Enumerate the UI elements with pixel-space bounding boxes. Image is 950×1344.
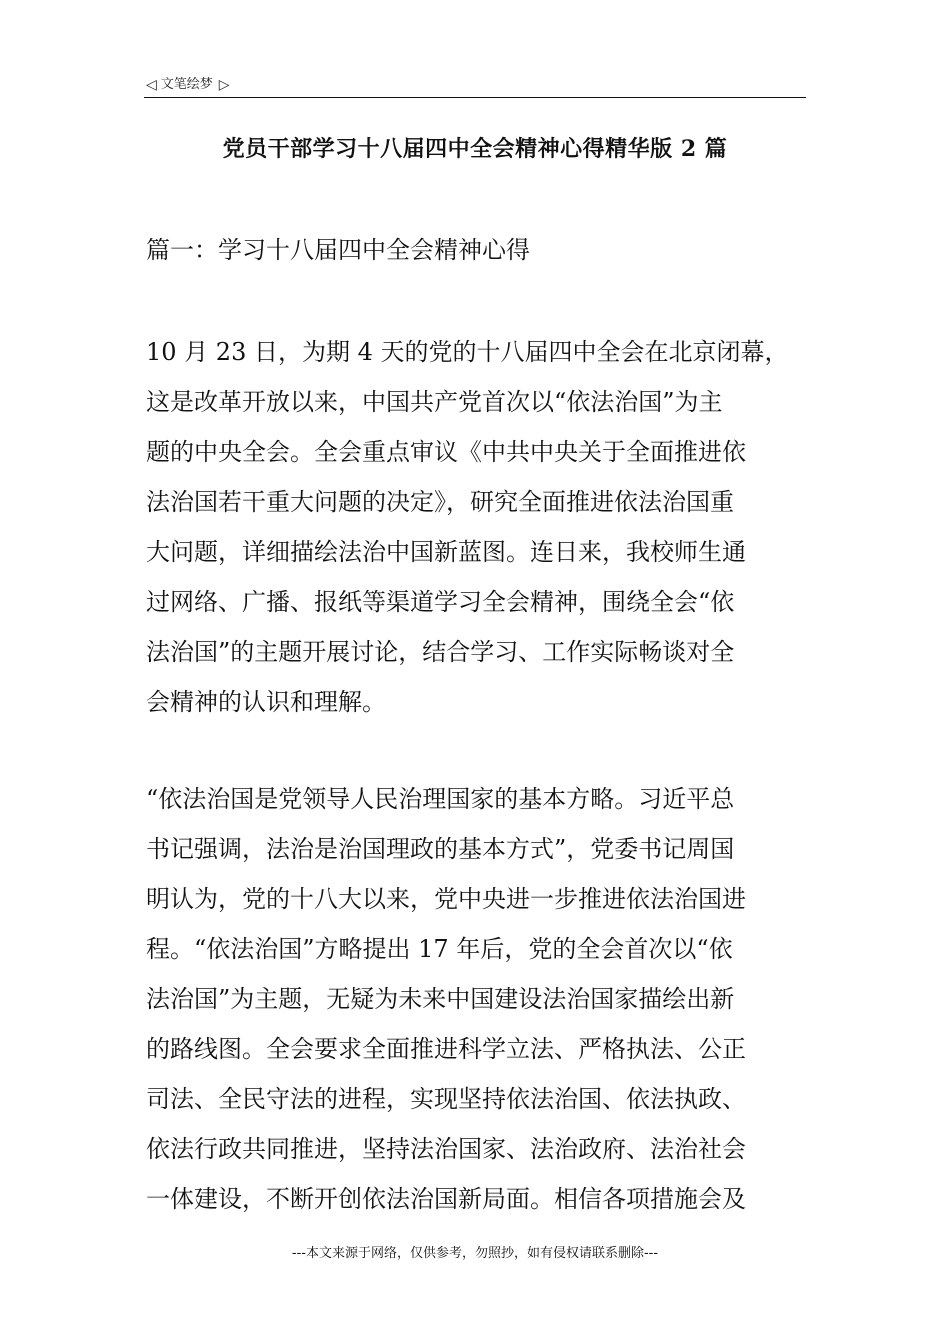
paragraph-line: 一体建设，不断开创依法治国新局面。相信各项措施会及 bbox=[146, 1185, 746, 1213]
section-heading: 篇一：学习十八届四中全会精神心得 bbox=[146, 236, 530, 264]
paragraph-line: 大问题，详细描绘法治中国新蓝图。连日来，我校师生通 bbox=[146, 538, 746, 566]
paragraph-1 bbox=[146, 327, 808, 727]
page-header bbox=[146, 74, 806, 96]
paragraph-line: 10 月 23 日，为期 4 天的党的十八届四中全会在北京闭幕， bbox=[146, 338, 789, 366]
paragraph-line: 依法行政共同推进，坚持法治国家、法治政府、法治社会 bbox=[146, 1135, 746, 1163]
header-brand: 文笔绘梦 bbox=[160, 77, 213, 92]
paragraph-line: 司法、全民守法的进程，实现坚持依法治国、依法执政、 bbox=[146, 1085, 746, 1113]
paragraph-line: 明认为，党的十八大以来，党中央进一步推进依法治国进 bbox=[146, 885, 746, 913]
paragraph-line: 这是改革开放以来，中国共产党首次以“依法治国”为主 bbox=[146, 388, 723, 416]
paragraph-line: 过网络、广播、报纸等渠道学习全会精神，围绕全会“依 bbox=[146, 588, 735, 616]
paragraph-2 bbox=[146, 774, 808, 1224]
paragraph-line: 题的中央全会。全会重点审议《中共中央关于全面推进依 bbox=[146, 438, 746, 466]
paragraph-line: 法治国”为主题，无疑为未来中国建设法治国家描绘出新 bbox=[146, 985, 735, 1013]
paragraph-line: 的路线图。全会要求全面推进科学立法、严格执法、公正 bbox=[146, 1035, 746, 1063]
paragraph-line: 会精神的认识和理解。 bbox=[146, 688, 386, 716]
header-divider bbox=[144, 97, 806, 98]
page-footer-disclaimer: ---本文来源于网络，仅供参考，勿照抄，如有侵权请联系删除--- bbox=[291, 1246, 659, 1261]
paragraph-line: 书记强调，法治是治国理政的基本方式”，党委书记周国 bbox=[146, 835, 735, 863]
paragraph-line: “依法治国是党领导人民治理国家的基本方略。习近平总 bbox=[146, 785, 735, 813]
paragraph-line: 法治国若干重大问题的决定》，研究全面推进依法治国重 bbox=[146, 488, 734, 516]
left-triangle-icon: ◁ bbox=[146, 77, 157, 93]
paragraph-line: 法治国”的主题开展讨论，结合学习、工作实际畅谈对全 bbox=[146, 638, 735, 666]
paragraph-line: 程。“依法治国”方略提出 17 年后，党的全会首次以“依 bbox=[146, 935, 733, 963]
right-triangle-icon: ▷ bbox=[218, 77, 230, 93]
document-title: 党员干部学习十八届四中全会精神心得精华版 2 篇 bbox=[222, 136, 728, 162]
